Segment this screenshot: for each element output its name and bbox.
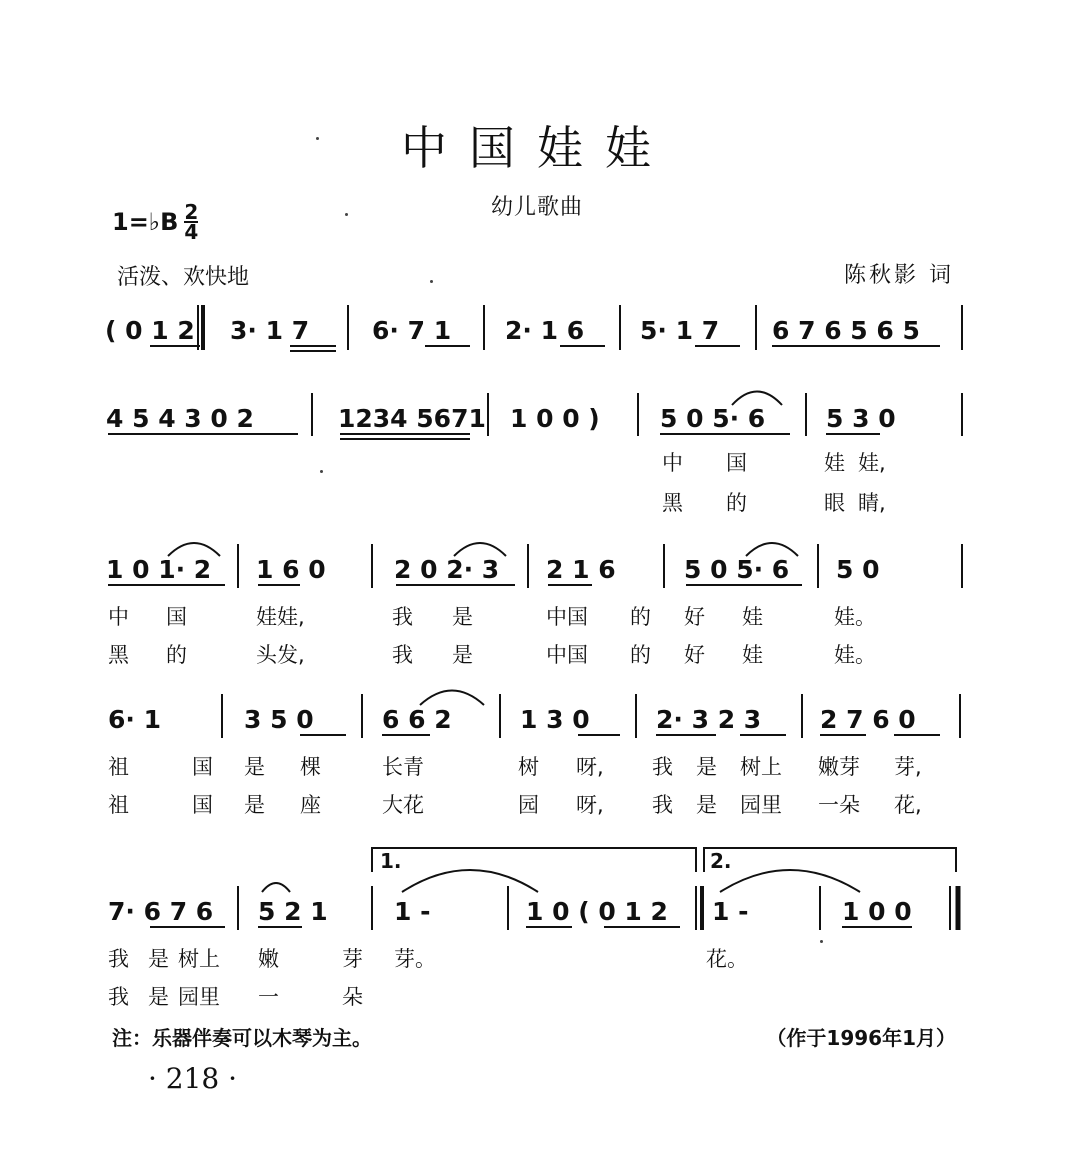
volta-1-label: 1. xyxy=(380,849,402,873)
lyrics-5-verse-1 xyxy=(108,947,748,971)
lyrics-2-verse-2 xyxy=(662,491,886,515)
lyric-syllable: 长青 xyxy=(382,755,424,779)
lyric-syllable: 国 xyxy=(166,605,187,629)
measure-text: 3· 1 7 xyxy=(230,316,310,345)
song-subtitle: 幼儿歌曲 xyxy=(490,195,583,220)
lyric-syllable: 娃 xyxy=(742,643,763,667)
measure-text: 1 0 0 ) xyxy=(510,404,600,433)
measure-text: 2 7 6 0 xyxy=(820,705,916,734)
slur xyxy=(732,392,782,406)
lyric-syllable: 好 xyxy=(684,643,705,667)
lyric-syllable: 是 xyxy=(148,985,169,1009)
lyric-syllable: 园里 xyxy=(740,793,782,817)
lyric-syllable: 黑 xyxy=(662,491,683,515)
slur xyxy=(420,691,484,706)
lyric-syllable: 头发, xyxy=(256,643,305,667)
lyric-syllable: 国 xyxy=(192,793,213,817)
lyric-syllable: 树上 xyxy=(178,947,220,971)
lyric-syllable: 我 xyxy=(392,605,413,629)
lyrics-3-verse-2 xyxy=(108,643,876,667)
lyric-syllable: 娃娃, xyxy=(256,605,305,629)
time-top: 2 xyxy=(184,200,199,224)
measure-text: 7· 6 7 6 xyxy=(108,897,214,926)
measure-text: 5 0 5· 6 xyxy=(660,404,766,433)
lyric-syllable: 的 xyxy=(630,643,651,667)
lyric-syllable: 芽 xyxy=(342,947,363,971)
lyrics-5-verse-2 xyxy=(108,985,363,1009)
speck xyxy=(820,940,823,943)
measure-text: 5 0 5· 6 xyxy=(684,555,790,584)
time-bottom: 4 xyxy=(184,220,199,244)
measure-text: 6 6 2 xyxy=(382,705,452,734)
lyric-syllable: 是 xyxy=(696,755,717,779)
lyric-syllable: 中 xyxy=(662,451,683,475)
measure-text: 1 0 0 xyxy=(842,897,912,926)
lyric-syllable: 芽。 xyxy=(394,947,436,971)
lyric-syllable: 的 xyxy=(630,605,651,629)
tie xyxy=(720,870,860,892)
lyric-syllable: 祖 xyxy=(108,793,129,817)
lyric-syllable: 是 xyxy=(452,605,473,629)
system-2 xyxy=(106,392,962,516)
lyric-syllable: 娃 xyxy=(742,605,763,629)
tempo-marking: 活泼、欢快地 xyxy=(117,265,250,290)
volta-2-label: 2. xyxy=(710,849,732,873)
lyric-syllable: 花, xyxy=(894,793,922,817)
system-3 xyxy=(106,543,962,667)
lyric-syllable: 娃 xyxy=(824,451,845,475)
lyric-syllable: 娃。 xyxy=(834,643,876,667)
lyric-syllable: 娃, xyxy=(858,451,886,475)
measure-text: 1234 5671 xyxy=(338,404,486,433)
speck xyxy=(430,280,433,283)
lyric-syllable: 中 xyxy=(108,605,129,629)
lyric-syllable: 园 xyxy=(518,793,539,817)
lyric-syllable: 是 xyxy=(452,643,473,667)
lyric-syllable: 我 xyxy=(108,947,129,971)
lyric-syllable: 嫩 xyxy=(258,947,279,971)
lyric-syllable: 大花 xyxy=(382,793,424,817)
key-label: 1=♭B xyxy=(112,208,179,236)
lyric-syllable: 黑 xyxy=(108,643,129,667)
measure-text: 6· 1 xyxy=(108,705,161,734)
lyric-syllable: 祖 xyxy=(108,755,129,779)
lyric-syllable: 是 xyxy=(244,755,265,779)
measure-text: 5 3 0 xyxy=(826,404,896,433)
lyrics-2-verse-1 xyxy=(662,451,886,475)
measure-text: 1 0 ( 0 1 2 xyxy=(526,897,668,926)
measure-text: 5· 1 7 xyxy=(640,316,720,345)
lyric-syllable: 呀, xyxy=(576,755,604,779)
measure-text: 5 2 1 xyxy=(258,897,328,926)
measure-text: 1 - xyxy=(394,897,431,926)
measure-text: 2 0 2· 3 xyxy=(394,555,500,584)
lyric-syllable: 睛, xyxy=(858,491,886,515)
lyric-syllable: 树上 xyxy=(740,755,782,779)
composition-date: （作于1996年1月） xyxy=(766,1026,956,1050)
lyric-syllable: 是 xyxy=(244,793,265,817)
lyric-syllable: 嫩芽 xyxy=(818,755,860,779)
speck xyxy=(320,470,323,473)
measure-text: 3 5 0 xyxy=(244,705,314,734)
tie xyxy=(402,870,538,892)
lyric-syllable: 一朵 xyxy=(818,793,860,817)
speck xyxy=(345,213,348,216)
lyrics-3-verse-1 xyxy=(108,605,876,629)
measure-text: 1 3 0 xyxy=(520,705,590,734)
measure-text: 6 7 6 5 6 5 xyxy=(772,316,920,345)
lyric-syllable: 呀, xyxy=(576,793,604,817)
lyric-syllable: 芽, xyxy=(894,755,922,779)
performance-note: 注：乐器伴奏可以木琴为主。 xyxy=(112,1026,372,1050)
lyric-syllable: 是 xyxy=(148,947,169,971)
system-1 xyxy=(105,305,962,351)
lyric-syllable: 国 xyxy=(192,755,213,779)
measure-text: 2 1 6 xyxy=(546,555,616,584)
volta-bracket-2 xyxy=(704,848,956,872)
measure-text: 2· 1 6 xyxy=(505,316,585,345)
lyric-syllable: 的 xyxy=(726,491,747,515)
lyric-syllable: 一 xyxy=(258,985,279,1009)
measure-text: 5 0 xyxy=(836,555,880,584)
measure-text: 1 - xyxy=(712,897,749,926)
measure-text: 1 6 0 xyxy=(256,555,326,584)
measure-text: 1 0 1· 2 xyxy=(106,555,212,584)
lyric-syllable: 眼 xyxy=(824,491,845,515)
lyric-syllable: 我 xyxy=(392,643,413,667)
measure-text: 4 5 4 3 0 2 xyxy=(106,404,254,433)
lyric-syllable: 的 xyxy=(166,643,187,667)
lyric-syllable: 园里 xyxy=(178,985,220,1009)
lyrics-4-verse-1 xyxy=(108,755,922,779)
measure-text: 6· 7 1 xyxy=(372,316,452,345)
lyric-syllable: 花。 xyxy=(706,947,748,971)
lyric-syllable: 朵 xyxy=(342,985,363,1009)
volta-bracket-1 xyxy=(372,848,696,872)
lyric-syllable: 中国 xyxy=(546,605,588,629)
lyric-syllable: 座 xyxy=(300,793,321,817)
lyric-syllable: 国 xyxy=(726,451,747,475)
lyric-syllable: 好 xyxy=(684,605,705,629)
lyric-syllable: 我 xyxy=(652,755,673,779)
lyricist-credit: 陈秋影 词 xyxy=(844,263,954,288)
song-title: 中国娃娃 xyxy=(401,121,673,175)
page-number: · 218 · xyxy=(148,1062,238,1095)
lyric-syllable: 中国 xyxy=(546,643,588,667)
slur xyxy=(262,883,290,892)
speck xyxy=(316,137,319,140)
lyrics-4-verse-2 xyxy=(108,793,922,817)
lyric-syllable: 树 xyxy=(518,755,539,779)
measure-text: 2· 3 2 3 xyxy=(656,705,762,734)
measure-text: ( 0 1 2 xyxy=(105,316,195,345)
lyric-syllable: 我 xyxy=(108,985,129,1009)
lyric-syllable: 我 xyxy=(652,793,673,817)
lyric-syllable: 棵 xyxy=(300,755,321,779)
system-4 xyxy=(108,691,960,818)
lyric-syllable: 是 xyxy=(696,793,717,817)
lyric-syllable: 娃。 xyxy=(834,605,876,629)
system-5 xyxy=(108,848,958,1009)
